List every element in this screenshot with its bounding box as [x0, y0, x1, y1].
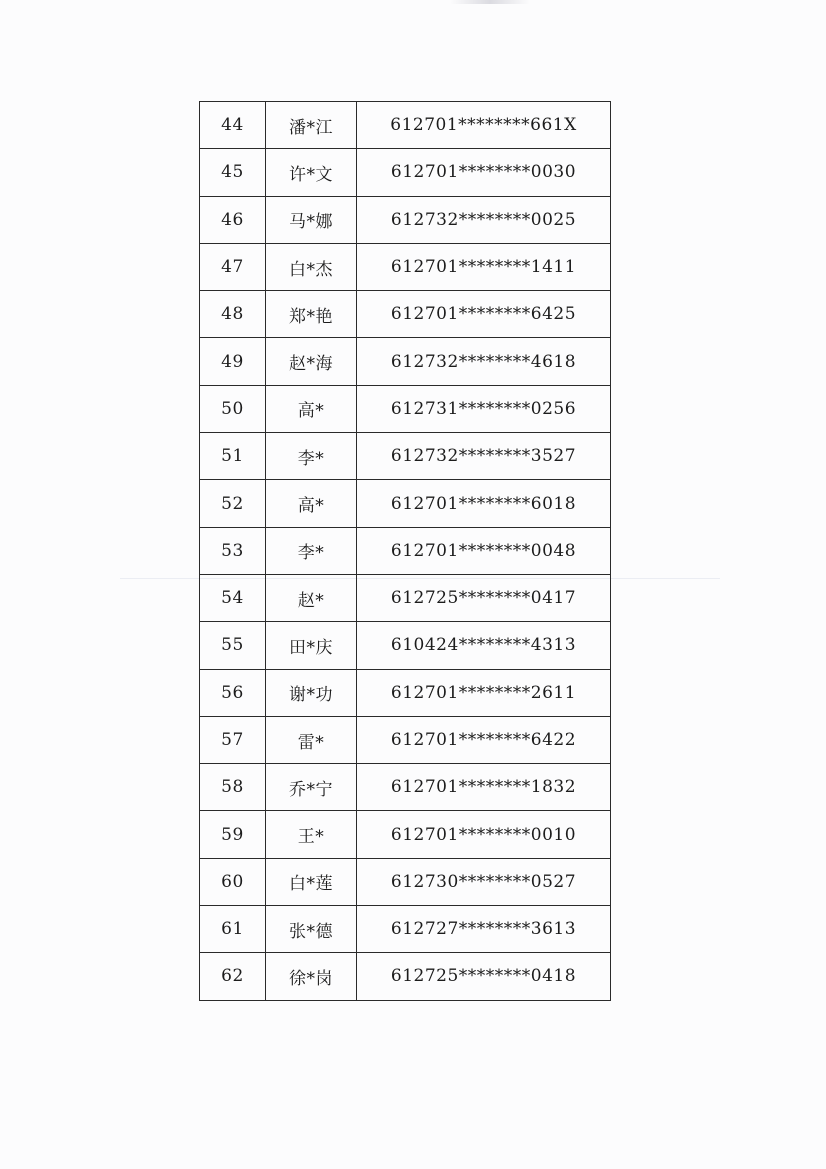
table-row	[200, 196, 611, 243]
row-number-cell: 62	[200, 953, 266, 1000]
id-number-cell: 612725********0418	[357, 953, 611, 1000]
id-number-cell: 612701********0048	[357, 527, 611, 574]
row-number-cell: 51	[200, 433, 266, 480]
name-cell: 许*文	[266, 149, 357, 196]
table-row	[200, 622, 611, 669]
row-number-cell: 61	[200, 906, 266, 953]
name-cell: 赵*海	[266, 338, 357, 385]
row-number-cell: 52	[200, 480, 266, 527]
id-number-cell: 612701********6422	[357, 716, 611, 763]
name-cell: 田*庆	[266, 622, 357, 669]
id-number-cell: 612732********0025	[357, 196, 611, 243]
id-number-cell: 612725********0417	[357, 574, 611, 621]
table-row	[200, 433, 611, 480]
table-row	[200, 480, 611, 527]
id-number-cell: 610424********4313	[357, 622, 611, 669]
row-number-cell: 49	[200, 338, 266, 385]
row-number-cell: 53	[200, 527, 266, 574]
row-number-cell: 47	[200, 243, 266, 290]
id-number-cell: 612730********0527	[357, 858, 611, 905]
row-number-cell: 55	[200, 622, 266, 669]
name-cell: 乔*宁	[266, 764, 357, 811]
table-row	[200, 811, 611, 858]
name-cell: 谢*功	[266, 669, 357, 716]
name-cell: 赵*	[266, 574, 357, 621]
scan-mark	[450, 0, 530, 4]
row-number-cell: 56	[200, 669, 266, 716]
name-cell: 马*娜	[266, 196, 357, 243]
name-cell: 高*	[266, 480, 357, 527]
id-number-cell: 612701********2611	[357, 669, 611, 716]
id-number-cell: 612731********0256	[357, 385, 611, 432]
row-number-cell: 48	[200, 291, 266, 338]
id-number-cell: 612727********3613	[357, 906, 611, 953]
table-row	[200, 716, 611, 763]
table-row	[200, 574, 611, 621]
row-number-cell: 45	[200, 149, 266, 196]
table-row	[200, 243, 611, 290]
id-number-cell: 612701********1411	[357, 243, 611, 290]
name-cell: 郑*艳	[266, 291, 357, 338]
row-number-cell: 59	[200, 811, 266, 858]
table-row	[200, 527, 611, 574]
row-number-cell: 46	[200, 196, 266, 243]
row-number-cell: 60	[200, 858, 266, 905]
id-number-cell: 612701********1832	[357, 764, 611, 811]
name-cell: 徐*岗	[266, 953, 357, 1000]
id-number-cell: 612701********661X	[357, 102, 611, 149]
row-number-cell: 50	[200, 385, 266, 432]
name-cell: 张*德	[266, 906, 357, 953]
id-number-cell: 612732********4618	[357, 338, 611, 385]
row-number-cell: 57	[200, 716, 266, 763]
table-row	[200, 385, 611, 432]
name-cell: 雷*	[266, 716, 357, 763]
name-cell: 王*	[266, 811, 357, 858]
name-cell: 白*杰	[266, 243, 357, 290]
table-row	[200, 669, 611, 716]
name-cell: 李*	[266, 433, 357, 480]
name-cell: 高*	[266, 385, 357, 432]
id-number-cell: 612701********6425	[357, 291, 611, 338]
table-row	[200, 338, 611, 385]
table-row	[200, 291, 611, 338]
id-number-cell: 612701********0010	[357, 811, 611, 858]
row-number-cell: 54	[200, 574, 266, 621]
name-cell: 白*莲	[266, 858, 357, 905]
row-number-cell: 44	[200, 102, 266, 149]
roster-table	[199, 101, 611, 1001]
table-row	[200, 906, 611, 953]
table-row	[200, 149, 611, 196]
roster-table-body	[200, 102, 611, 1001]
table-row	[200, 858, 611, 905]
name-cell: 潘*江	[266, 102, 357, 149]
id-number-cell: 612701********6018	[357, 480, 611, 527]
table-row	[200, 102, 611, 149]
name-cell: 李*	[266, 527, 357, 574]
row-number-cell: 58	[200, 764, 266, 811]
table-row	[200, 764, 611, 811]
table-row	[200, 953, 611, 1000]
id-number-cell: 612701********0030	[357, 149, 611, 196]
id-number-cell: 612732********3527	[357, 433, 611, 480]
